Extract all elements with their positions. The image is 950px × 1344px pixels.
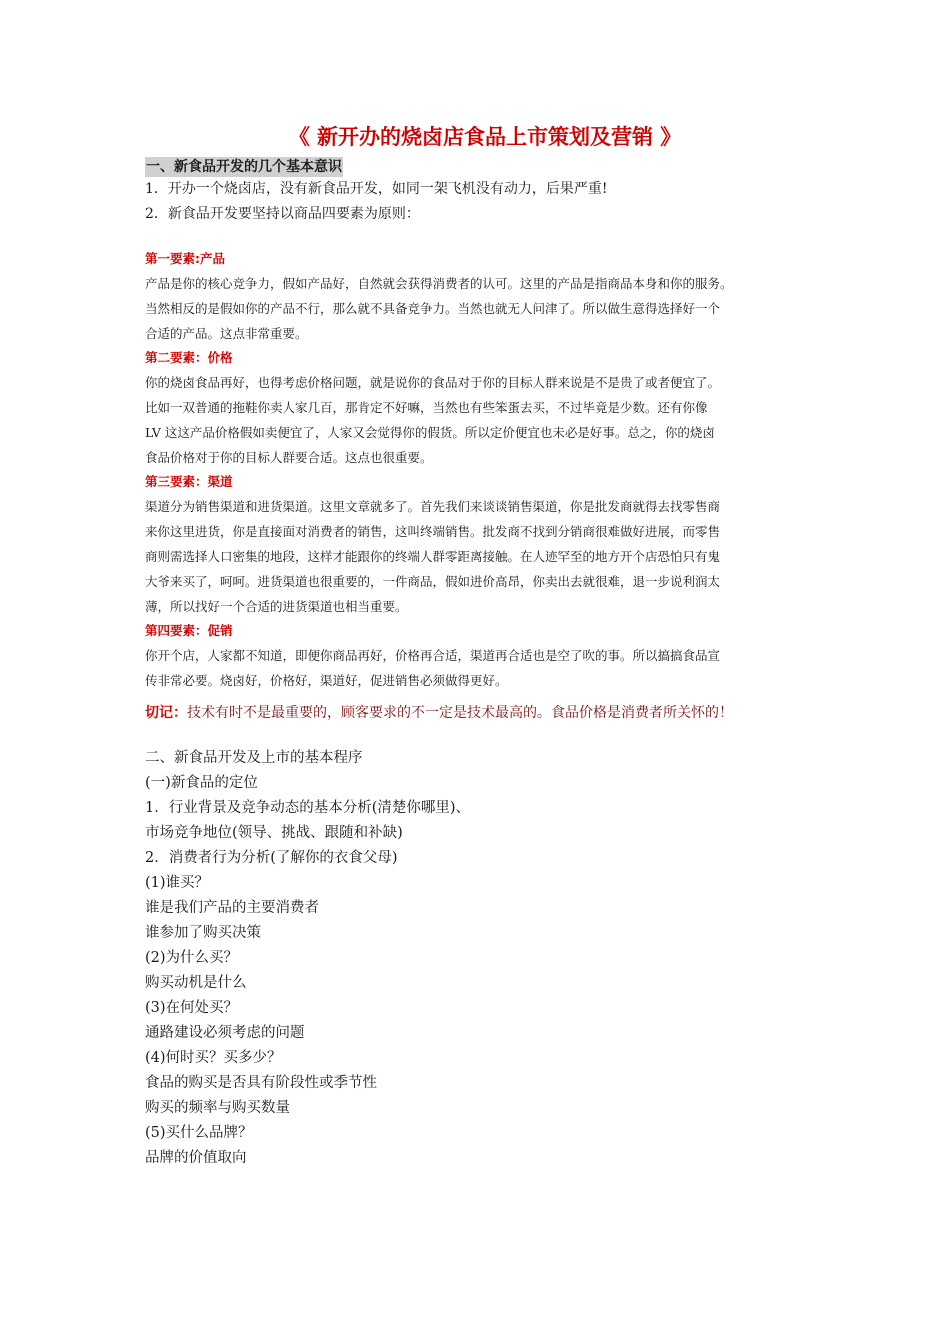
paragraph-line: 渠道分为销售渠道和进货渠道。这里文章就多了。首先我们来谈谈销售渠道，你是批发商就得去找零售商	[145, 499, 721, 514]
paragraph-line: 传非常必要。烧卤好，价格好，渠道好，促进销售必须做得更好。	[145, 673, 508, 688]
paragraph-line: LV 这这产品价格假如卖便宜了，人家又会觉得你的假货。所以定价便宜也未必是好事。总之，你的烧卤	[145, 425, 715, 440]
text-line: 购买的频率与购买数量	[145, 1100, 290, 1116]
paragraph-line: 合适的产品。这点非常重要。	[145, 326, 308, 341]
intro-line: 2．新食品开发要坚持以商品四要素为原则：	[145, 206, 420, 222]
intro-line: 1．开办一个烧卤店，没有新食品开发，如同一架飞机没有动力，后果严重!	[145, 181, 608, 197]
section2-heading: 二、新食品开发及上市的基本程序	[145, 750, 363, 766]
element-label: 第三要素：渠道	[145, 474, 233, 489]
text-line: 1．行业背景及竞争动态的基本分析(清楚你哪里)、	[145, 800, 471, 816]
element-price	[145, 346, 825, 470]
text-line: 购买动机是什么	[145, 975, 247, 991]
text-line: (2)为什么买？	[145, 950, 239, 966]
remember-note	[145, 701, 825, 726]
element-label: 第四要素：促销	[145, 623, 233, 638]
paragraph-line: 食品价格对于你的目标人群要合适。这点也很重要。	[145, 450, 433, 465]
text-line: (3)在何处买？	[145, 1000, 239, 1016]
element-label: 第一要素:产品	[145, 251, 225, 266]
note-label: 切记：	[145, 705, 187, 721]
text-line: (4)何时买？买多少？	[145, 1050, 282, 1066]
paragraph-line: 你开个店，人家都不知道，即便你商品再好，价格再合适，渠道再合适也是空了吹的事。所以搞搞食品宣	[145, 648, 721, 663]
paragraph-line: 商则需选择人口密集的地段，这样才能跟你的终端人群零距离接触。在人迹罕至的地方开个店恐怕只有鬼	[145, 549, 721, 564]
text-line: 品牌的价值取向	[145, 1150, 247, 1166]
section2	[145, 746, 825, 1171]
paragraph-line: 大爷来买了，呵呵。进货渠道也很重要的，一件商品，假如进价高昂，你卖出去就很难，退一步说利润太	[145, 574, 721, 589]
paragraph-line: 当然相反的是假如你的产品不行，那么就不具备竞争力。当然也就无人问津了。所以做生意得选择好一个	[145, 301, 721, 316]
document-page	[145, 122, 825, 1171]
text-line: (一)新食品的定位	[145, 775, 258, 791]
note-text: 技术有时不是最重要的，顾客要求的不一定是技术最高的。食品价格是消费者所关怀的！	[187, 705, 733, 721]
section1	[145, 156, 825, 726]
paragraph-line: 产品是你的核心竞争力，假如产品好，自然就会获得消费者的认可。这里的产品是指商品本身和你的服务。	[145, 276, 733, 291]
text-line: 2．消费者行为分析(了解你的衣食父母)	[145, 850, 398, 866]
element-label: 第二要素：价格	[145, 350, 233, 365]
text-line: 谁参加了购买决策	[145, 925, 261, 941]
text-line: 市场竞争地位(领导、挑战、跟随和补缺)	[145, 825, 403, 841]
paragraph-line: 薄，所以找好一个合适的进货渠道也相当重要。	[145, 599, 408, 614]
element-product	[145, 247, 825, 346]
paragraph-line: 比如一双普通的拖鞋你卖人家几百，那肯定不好嘛，当然也有些笨蛋去买，不过毕竟是少数。还有你像	[145, 400, 708, 415]
element-promotion	[145, 619, 825, 693]
text-line: 食品的购买是否具有阶段性或季节性	[145, 1075, 377, 1091]
text-line: (5)买什么品牌？	[145, 1125, 253, 1141]
text-line: 通路建设必须考虑的问题	[145, 1025, 305, 1041]
text-line: (1)谁买？	[145, 875, 210, 891]
text-line: 谁是我们产品的主要消费者	[145, 900, 319, 916]
document-title: 《 新开办的烧卤店食品上市策划及营销 》	[288, 125, 682, 149]
paragraph-line: 来你这里进货，你是直接面对消费者的销售，这叫终端销售。批发商不找到分销商很难做好进展，而零售	[145, 524, 721, 539]
element-channel	[145, 470, 825, 619]
section1-heading: 一、新食品开发的几个基本意识	[146, 159, 342, 175]
paragraph-line: 你的烧卤食品再好，也得考虑价格问题，就是说你的食品对于你的目标人群来说是不是贵了或者便宜了。	[145, 375, 721, 390]
